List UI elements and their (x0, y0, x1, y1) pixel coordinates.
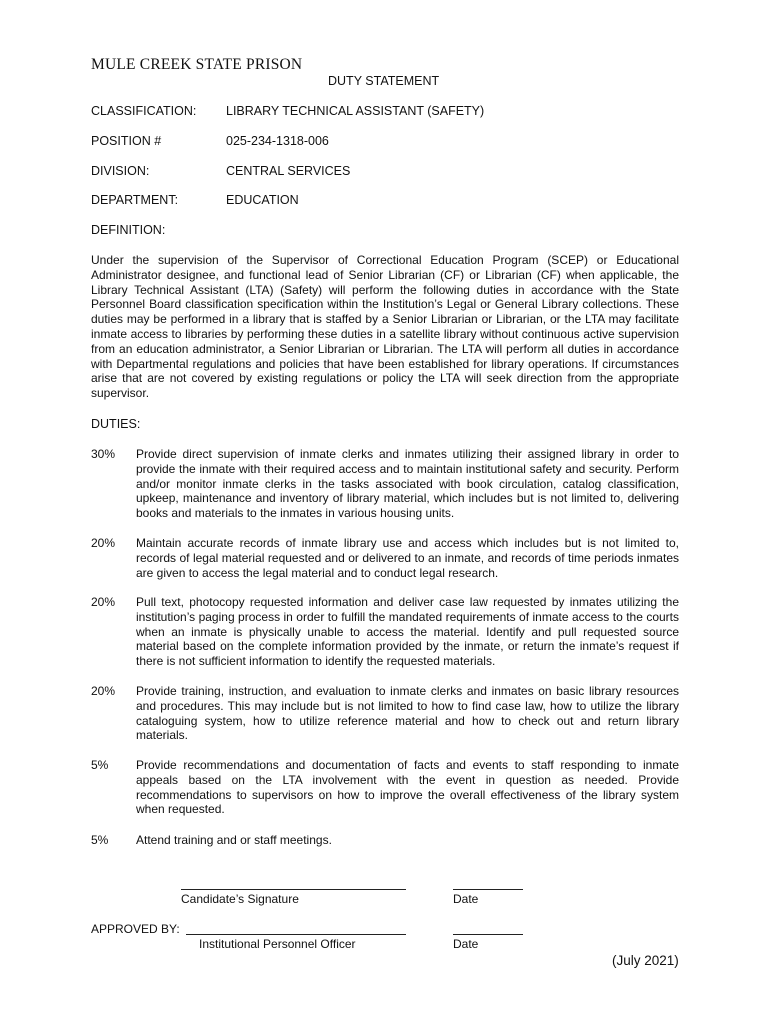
duty-2-text: Maintain accurate records of inmate library use and access which includes but is not limited to, records of legal material requested and or delivered to an inmate, and records of time periods inmates are given to access the legal material and to conduct legal research. (136, 536, 679, 580)
department-value: EDUCATION (226, 193, 299, 207)
division-label: DIVISION: (91, 164, 150, 178)
approval-signature-line[interactable] (186, 934, 406, 935)
document-title: DUTY STATEMENT (328, 74, 440, 88)
position-label: POSITION # (91, 134, 162, 148)
duty-1-text: Provide direct supervision of inmate clerks and inmates utilizing their assigned library in order to provide the inmate with their required access and to maintain institutional safety and security. Perform and/or monitor inmate clerks in the tasks associated with book circulation, catalog classification, upkeep, maintenance and inventory of library material, which includes but is not limited to, delivering books and materials to the inmates in various housing units. (136, 447, 679, 521)
duty-3-text: Pull text, photocopy requested information and deliver case law requested by inmates utilizing the institution’s paging process in order to fulfill the mandated requirements of inmate access to the courts when an inmate is physically unable to access the material. Identify and pull requested source material based on the complete information provided by the inmate, or return the inmate’s request if there is not sufficient information to identify the requested materials. (136, 595, 679, 669)
duty-5-text: Provide recommendations and documentation of facts and events to staff responding to inmate appeals based on the LTA involvement with the event in question as needed. Provide recommendations to supervisors on how to improve the overall effectiveness of the library system when requested. (136, 758, 679, 817)
approval-date-line[interactable] (453, 934, 523, 935)
candidate-signature-label: Candidate’s Signature (181, 892, 299, 906)
approved-by-label: APPROVED BY: (91, 922, 180, 936)
personnel-officer-label: Institutional Personnel Officer (199, 937, 356, 951)
duty-4-percent: 20% (91, 684, 116, 698)
department-label: DEPARTMENT: (91, 193, 179, 207)
duty-4-text: Provide training, instruction, and evaluation to inmate clerks and inmates on basic library resources and procedures. This may include but is not limited to how to find case law, how to utilize the library cataloguing system, how to utilize reference material and how to check out and return library materials. (136, 684, 679, 743)
duty-5-percent: 5% (91, 758, 109, 772)
duty-6-percent: 5% (91, 833, 109, 847)
candidate-signature-line[interactable] (181, 889, 406, 890)
duties-heading: DUTIES: (91, 417, 141, 431)
duty-3-percent: 20% (91, 595, 116, 609)
duty-1-percent: 30% (91, 447, 116, 461)
duty-2-percent: 20% (91, 536, 116, 550)
revision-date: (July 2021) (612, 953, 679, 968)
candidate-date-label: Date (453, 892, 479, 906)
classification-value: LIBRARY TECHNICAL ASSISTANT (SAFETY) (226, 104, 485, 118)
institution-name: MULE CREEK STATE PRISON (91, 56, 303, 73)
approval-date-label: Date (453, 937, 479, 951)
classification-label: CLASSIFICATION: (91, 104, 197, 118)
definition-heading: DEFINITION: (91, 223, 166, 237)
candidate-date-line[interactable] (453, 889, 523, 890)
division-value: CENTRAL SERVICES (226, 164, 351, 178)
duty-6-text: Attend training and or staff meetings. (136, 833, 332, 847)
position-value: 025-234-1318-006 (226, 134, 329, 148)
definition-text: Under the supervision of the Supervisor of Correctional Education Program (SCEP) or Educational Administrator designee, and functional lead of Senior Librarian (CF) or Librarian (CF) when applicable, the Library Technical Assistant (LTA) (Safety) will perform the following duties in accordance with the State Personnel Board classification specification within the Institution’s Legal or General Library collections. These duties may be performed in a library that is staffed by a Senior Librarian or Librarian, or the LTA may facilitate inmate access to libraries by performing these duties in a satellite library without continuous active supervision from an education administrator, a Senior Librarian or Librarian. The LTA will perform all duties in accordance with Departmental regulations and policies that have been established for library operations. If circumstances arise that are not covered by existing regulations or policy the LTA will seek direction from the appropriate supervisor. (91, 253, 679, 401)
